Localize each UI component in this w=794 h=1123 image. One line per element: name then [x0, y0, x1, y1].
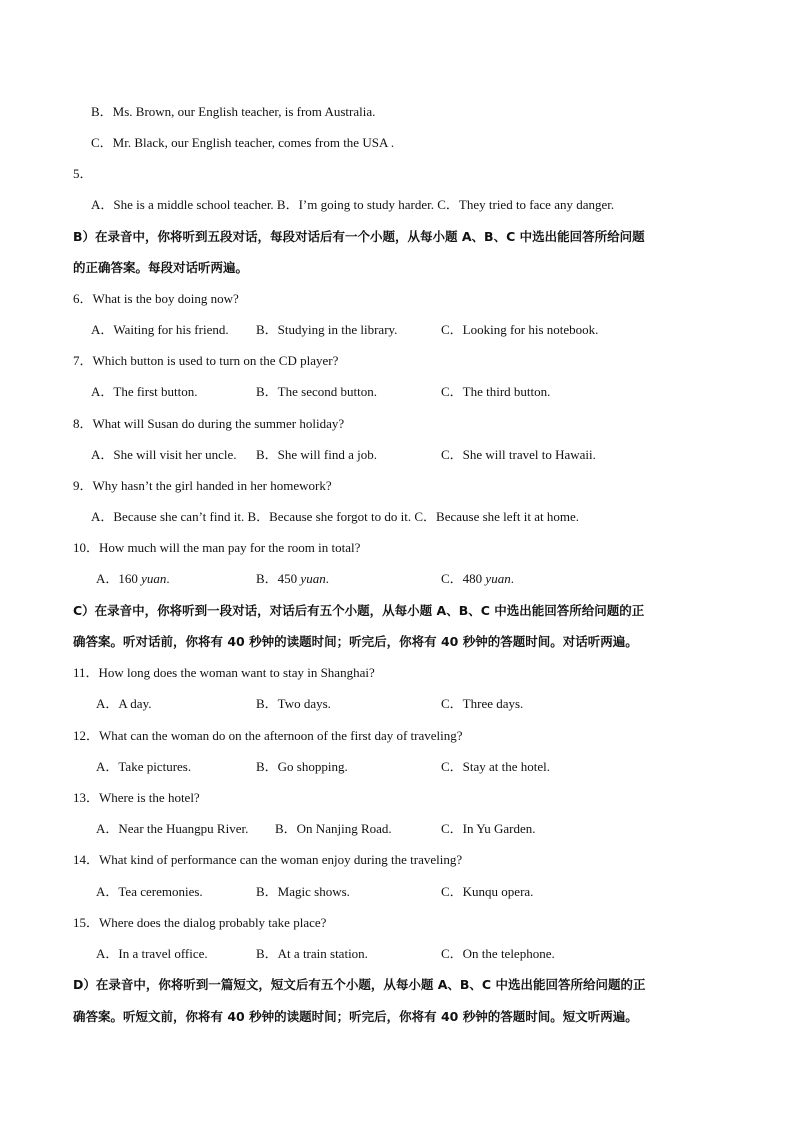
q7-option-b: B．The second button. [256, 384, 377, 399]
q6-option-a: A．Waiting for his friend. [91, 322, 229, 337]
q13-option-b: B．On Nanjing Road. [275, 821, 392, 836]
q7-option-c: C．The third button. [441, 384, 551, 399]
q8-option-a: A．She will visit her uncle. [91, 447, 237, 462]
q15-option-c: C．On the telephone. [441, 946, 555, 961]
q11-option-b: B．Two days. [256, 696, 331, 711]
q10-option-a-unit: yuan [141, 571, 167, 586]
q13-option-c: C．In Yu Garden. [441, 821, 536, 836]
q15-option-a: A．In a travel office. [96, 946, 208, 961]
q11-option-c: C．Three days. [441, 696, 524, 711]
q6-question: 6．What is the boy doing now? [73, 291, 239, 306]
q5-options: A．She is a middle school teacher. B．I’m going to study harder. C．They tried to face any danger. [91, 197, 615, 212]
q10-option-b-period: . [325, 571, 329, 586]
q9-question: 9．Why hasn’t the girl handed in her homework? [73, 478, 332, 493]
q11-question: 11．How long does the woman want to stay in Shanghai? [73, 665, 375, 680]
q8-option-b: B．She will find a job. [256, 447, 377, 462]
q10-option-b [256, 571, 329, 587]
q10-option-b-unit: yuan [300, 571, 326, 586]
q9-options: A．Because she can’t find it. B．Because she forgot to do it. C．Because she left it at home. [91, 509, 579, 524]
q12-option-b: B．Go shopping. [256, 759, 348, 774]
q10-option-c-number: C．480 [441, 571, 486, 586]
q10-question: 10．How much will the man pay for the room in total? [73, 540, 361, 555]
q4-option-c: C．Mr. Black, our English teacher, comes from the USA . [91, 135, 395, 150]
q12-question: 12．What can the woman do on the afternoon of the first day of traveling? [73, 728, 463, 743]
q4-option-b: B．Ms. Brown, our English teacher, is from Australia. [91, 104, 376, 119]
q15-question: 15．Where does the dialog probably take place? [73, 915, 327, 930]
q12-option-c: C．Stay at the hotel. [441, 759, 551, 774]
q13-question: 13．Where is the hotel? [73, 790, 200, 805]
q14-option-c: C．Kunqu opera. [441, 884, 534, 899]
q10-option-a-period: . [166, 571, 170, 586]
section-d-instructions-line1: D）在录音中，你将听到一篇短文，短文后有五个小题，从每小题 A、B、C 中选出能回答所给问题的正 [73, 977, 646, 992]
q8-question: 8．What will Susan do during the summer holiday? [73, 416, 345, 431]
q15-option-b: B．At a train station. [256, 946, 368, 961]
q10-option-c-unit: yuan [485, 571, 511, 586]
section-b-instructions-line2: 的正确答案。每段对话听两遍。 [73, 260, 249, 275]
q5-number: 5． [73, 166, 93, 181]
q10-option-c [441, 571, 514, 587]
section-d-instructions-line2: 确答案。听短文前，你将有 40 秒钟的读题时间；听完后，你将有 40 秒钟的答题时间。短文听两遍。 [73, 1009, 638, 1024]
q6-option-b: B．Studying in the library. [256, 322, 398, 337]
q13-option-a: A．Near the Huangpu River. [96, 821, 249, 836]
q7-question: 7．Which button is used to turn on the CD player? [73, 353, 339, 368]
section-b-instructions-line1: B）在录音中，你将听到五段对话，每段对话后有一个小题，从每小题 A、B、C 中选出能回答所给问题 [73, 229, 645, 244]
q14-option-a: A．Tea ceremonies. [96, 884, 203, 899]
q6-option-c: C．Looking for his notebook. [441, 322, 599, 337]
q10-option-a [96, 571, 170, 587]
section-c-instructions-line1: C）在录音中，你将听到一段对话，对话后有五个小题，从每小题 A、B、C 中选出能回答所给问题的正 [73, 603, 645, 618]
q10-option-a-number: A．160 [96, 571, 142, 586]
q7-option-a: A．The first button. [91, 384, 198, 399]
q14-option-b: B．Magic shows. [256, 884, 350, 899]
q10-option-c-period: . [510, 571, 514, 586]
q11-option-a: A．A day. [96, 696, 152, 711]
q14-question: 14．What kind of performance can the woman enjoy during the traveling? [73, 852, 463, 867]
q12-option-a: A．Take pictures. [96, 759, 192, 774]
section-c-instructions-line2: 确答案。听对话前，你将有 40 秒钟的读题时间；听完后，你将有 40 秒钟的答题时间。对话听两遍。 [73, 634, 638, 649]
q10-option-b-number: B．450 [256, 571, 301, 586]
q8-option-c: C．She will travel to Hawaii. [441, 447, 596, 462]
